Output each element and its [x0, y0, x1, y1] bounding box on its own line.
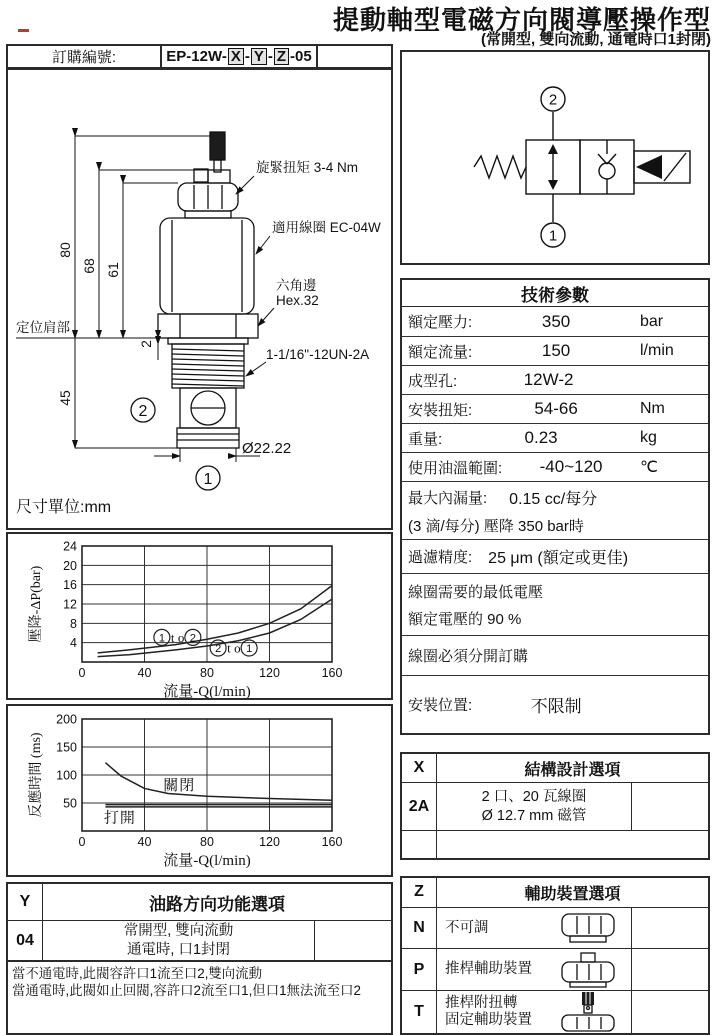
svg-text:80: 80 — [200, 666, 214, 680]
tech-parameters-table — [400, 278, 710, 735]
y-row-line1: 常開型, 雙向流動 — [123, 923, 234, 940]
z-table-row-t — [402, 990, 708, 1033]
svg-text:關: 關 — [163, 777, 179, 795]
y-option-table — [6, 882, 393, 1035]
x-table-code: X — [402, 754, 437, 782]
order-code-sep2: - — [267, 48, 273, 65]
hex-nut-icon — [545, 910, 631, 946]
tech-row-cavity: 成型孔: 12W-2 — [402, 365, 708, 394]
y-table-code: Y — [8, 884, 43, 920]
svg-text:1: 1 — [246, 643, 253, 655]
svg-text:閉: 閉 — [179, 777, 195, 795]
svg-text:20: 20 — [63, 558, 77, 573]
y-row-code: 04 — [8, 921, 43, 960]
order-number-code — [160, 46, 318, 67]
svg-text:80: 80 — [200, 835, 214, 849]
order-empty-cell — [318, 46, 391, 67]
z-row-p-code: P — [402, 949, 437, 990]
x-row-empty-cell — [631, 783, 708, 830]
svg-text:120: 120 — [259, 666, 280, 680]
tech-row-pressure: 額定壓力: 350 bar — [408, 311, 664, 331]
drawing-port2-label: 2 — [138, 403, 148, 420]
x-table-title: 結構設計選項 — [524, 761, 621, 779]
tech-row-torque: 安裝扭矩: 54-66 Nm — [402, 394, 708, 423]
response-time-chart — [8, 706, 391, 875]
tech-row-leakage: 最大內漏量: 0.15 cc/每分 (3 滴/每分) 壓降 350 bar時 — [402, 481, 708, 539]
svg-text:24: 24 — [63, 539, 77, 554]
y-table-header — [8, 884, 391, 920]
svg-text:4: 4 — [70, 636, 77, 651]
x-table-header — [402, 754, 708, 782]
z-table-header — [402, 878, 708, 907]
dim-45: 45 — [57, 390, 73, 406]
label-dimension-units: 尺寸單位:mm — [16, 499, 112, 516]
hydraulic-symbol-panel — [400, 50, 710, 265]
tech-row-filtration: 過濾精度: 25 μm (額定或更佳) — [402, 539, 708, 573]
tech-row-temperature: 使用油溫範圍: -40~120 ℃ — [402, 452, 708, 481]
svg-text:150: 150 — [56, 740, 77, 755]
dimension-drawing-panel — [6, 68, 393, 530]
svg-text:打: 打 — [103, 809, 119, 827]
response-time-chart-panel — [6, 704, 393, 877]
svg-text:壓降-ΔP(bar): 壓降-ΔP(bar) — [29, 565, 44, 643]
z-row-n-code: N — [402, 908, 437, 949]
y-row-empty-cell — [314, 921, 391, 960]
z-row-t-label1: 推桿附扭轉 — [445, 994, 518, 1011]
svg-text:0: 0 — [78, 666, 86, 680]
page-title: 提動軸型電磁方向閥導壓操作型 — [332, 5, 711, 35]
x-row-line2: Ø 12.7 mm 磁管 — [481, 807, 587, 824]
order-number-row — [6, 44, 393, 69]
svg-text:16: 16 — [63, 578, 77, 593]
svg-text:o: o — [177, 629, 185, 645]
label-hex-size: Hex.32 — [276, 293, 319, 308]
tech-row-mounting: 安裝位置: 不限制 — [402, 675, 708, 733]
z-row-n-label: 不可調 — [445, 919, 489, 936]
order-code-z: Z — [274, 48, 289, 65]
dim-61: 61 — [105, 262, 121, 278]
z-row-t-code: T — [402, 991, 437, 1033]
x-empty-code — [402, 831, 437, 858]
label-hex-cn: 六角邊 — [276, 278, 317, 293]
y-row-line2: 通電時, 口1封閉 — [126, 941, 231, 958]
x-table-empty-row — [402, 830, 708, 858]
z-table-title: 輔助裝置選項 — [524, 885, 621, 903]
label-applicable-coil: 適用線圈 EC-04W — [272, 220, 381, 235]
hex-nut-pushrod-icon — [545, 951, 631, 989]
svg-text:100: 100 — [56, 768, 77, 783]
label-locating-shoulder: 定位肩部 — [16, 320, 70, 335]
pressure-drop-chart-panel — [6, 532, 393, 700]
x-option-table — [400, 752, 710, 860]
label-thread-spec: 1-1/16"-12UN-2A — [266, 347, 370, 362]
page-subtitle: (常開型, 雙向流動, 通電時口1封閉) — [480, 31, 711, 48]
symbol-port2-label: 2 — [548, 91, 558, 109]
tech-row-min-voltage: 線圈需要的最低電壓 額定電壓的 90 % — [402, 573, 708, 635]
order-number-label: 訂購編號: — [51, 49, 117, 66]
svg-text:o: o — [234, 640, 241, 656]
dim-2: 2 — [138, 340, 154, 348]
z-table-code: Z — [402, 878, 437, 907]
z-row-n-empty — [631, 908, 708, 949]
svg-text:40: 40 — [137, 835, 152, 849]
y-table-notes — [8, 960, 391, 1033]
svg-text:1: 1 — [158, 632, 165, 645]
drawing-port1-label: 1 — [203, 471, 213, 488]
x-row-line1: 2 口、20 瓦線圈 — [481, 789, 587, 806]
z-row-p-empty — [631, 949, 708, 990]
svg-text:8: 8 — [70, 616, 77, 631]
x-row-code: 2A — [402, 783, 437, 830]
order-code-x: X — [228, 48, 244, 65]
svg-text:12: 12 — [63, 597, 77, 612]
svg-text:200: 200 — [56, 712, 77, 727]
svg-text:反應時間 (ms): 反應時間 (ms) — [29, 732, 44, 818]
z-option-table — [400, 876, 710, 1035]
order-code-prefix: EP-12W- — [166, 48, 227, 65]
svg-text:2: 2 — [189, 632, 196, 645]
dim-68: 68 — [81, 258, 97, 274]
y-note-1: 當不通電時,此閥容許口1流至口2,雙向流動 — [12, 966, 262, 981]
x-table-row-2a — [402, 782, 708, 830]
tech-row-coil-order: 線圈必須分開訂購 — [402, 635, 708, 675]
dim-80: 80 — [57, 242, 73, 258]
hex-nut-knob-icon — [545, 991, 631, 1033]
order-code-suffix: -05 — [290, 48, 312, 65]
svg-text:t: t — [170, 629, 175, 645]
svg-text:50: 50 — [63, 796, 77, 811]
svg-text:160: 160 — [321, 835, 343, 849]
svg-text:0: 0 — [78, 835, 86, 849]
z-row-t-label2: 固定輔助裝置 — [445, 1012, 532, 1029]
z-table-row-n — [402, 907, 708, 949]
hydraulic-symbol — [402, 52, 708, 263]
z-row-p-label: 推桿輔助裝置 — [445, 961, 532, 978]
svg-text:160: 160 — [321, 666, 343, 680]
order-code-sep1: - — [244, 48, 250, 65]
svg-text:120: 120 — [259, 835, 280, 849]
tech-table-title: 技術參數 — [402, 280, 708, 307]
svg-text:流量-Q(l/min): 流量-Q(l/min) — [163, 684, 251, 698]
y-table-title: 油路方向功能選項 — [149, 894, 285, 914]
z-row-t-empty — [631, 991, 708, 1033]
svg-text:2: 2 — [215, 643, 222, 655]
pressure-drop-chart — [8, 534, 391, 698]
z-table-row-p — [402, 948, 708, 990]
svg-text:開: 開 — [119, 809, 135, 827]
svg-text:40: 40 — [137, 666, 152, 680]
tech-row-weight: 重量: 0.23 kg — [402, 423, 708, 452]
red-mark — [18, 29, 29, 32]
svg-text:t: t — [227, 640, 231, 656]
tech-row-flow: 額定流量: 150 l/min — [402, 336, 708, 365]
y-note-2: 當通電時,此閥如止回閥,容許口2流至口1,但口1無法流至口2 — [12, 983, 361, 999]
label-tightening-torque: 旋緊扭矩 3-4 Nm — [256, 160, 359, 175]
dim-diameter: Ø22.22 — [242, 440, 292, 457]
svg-text:流量-Q(l/min): 流量-Q(l/min) — [163, 853, 251, 869]
symbol-port1-label: 1 — [548, 227, 558, 245]
valve-drawing — [8, 70, 391, 528]
y-table-row-04 — [8, 920, 391, 960]
order-code-y: Y — [251, 48, 267, 65]
